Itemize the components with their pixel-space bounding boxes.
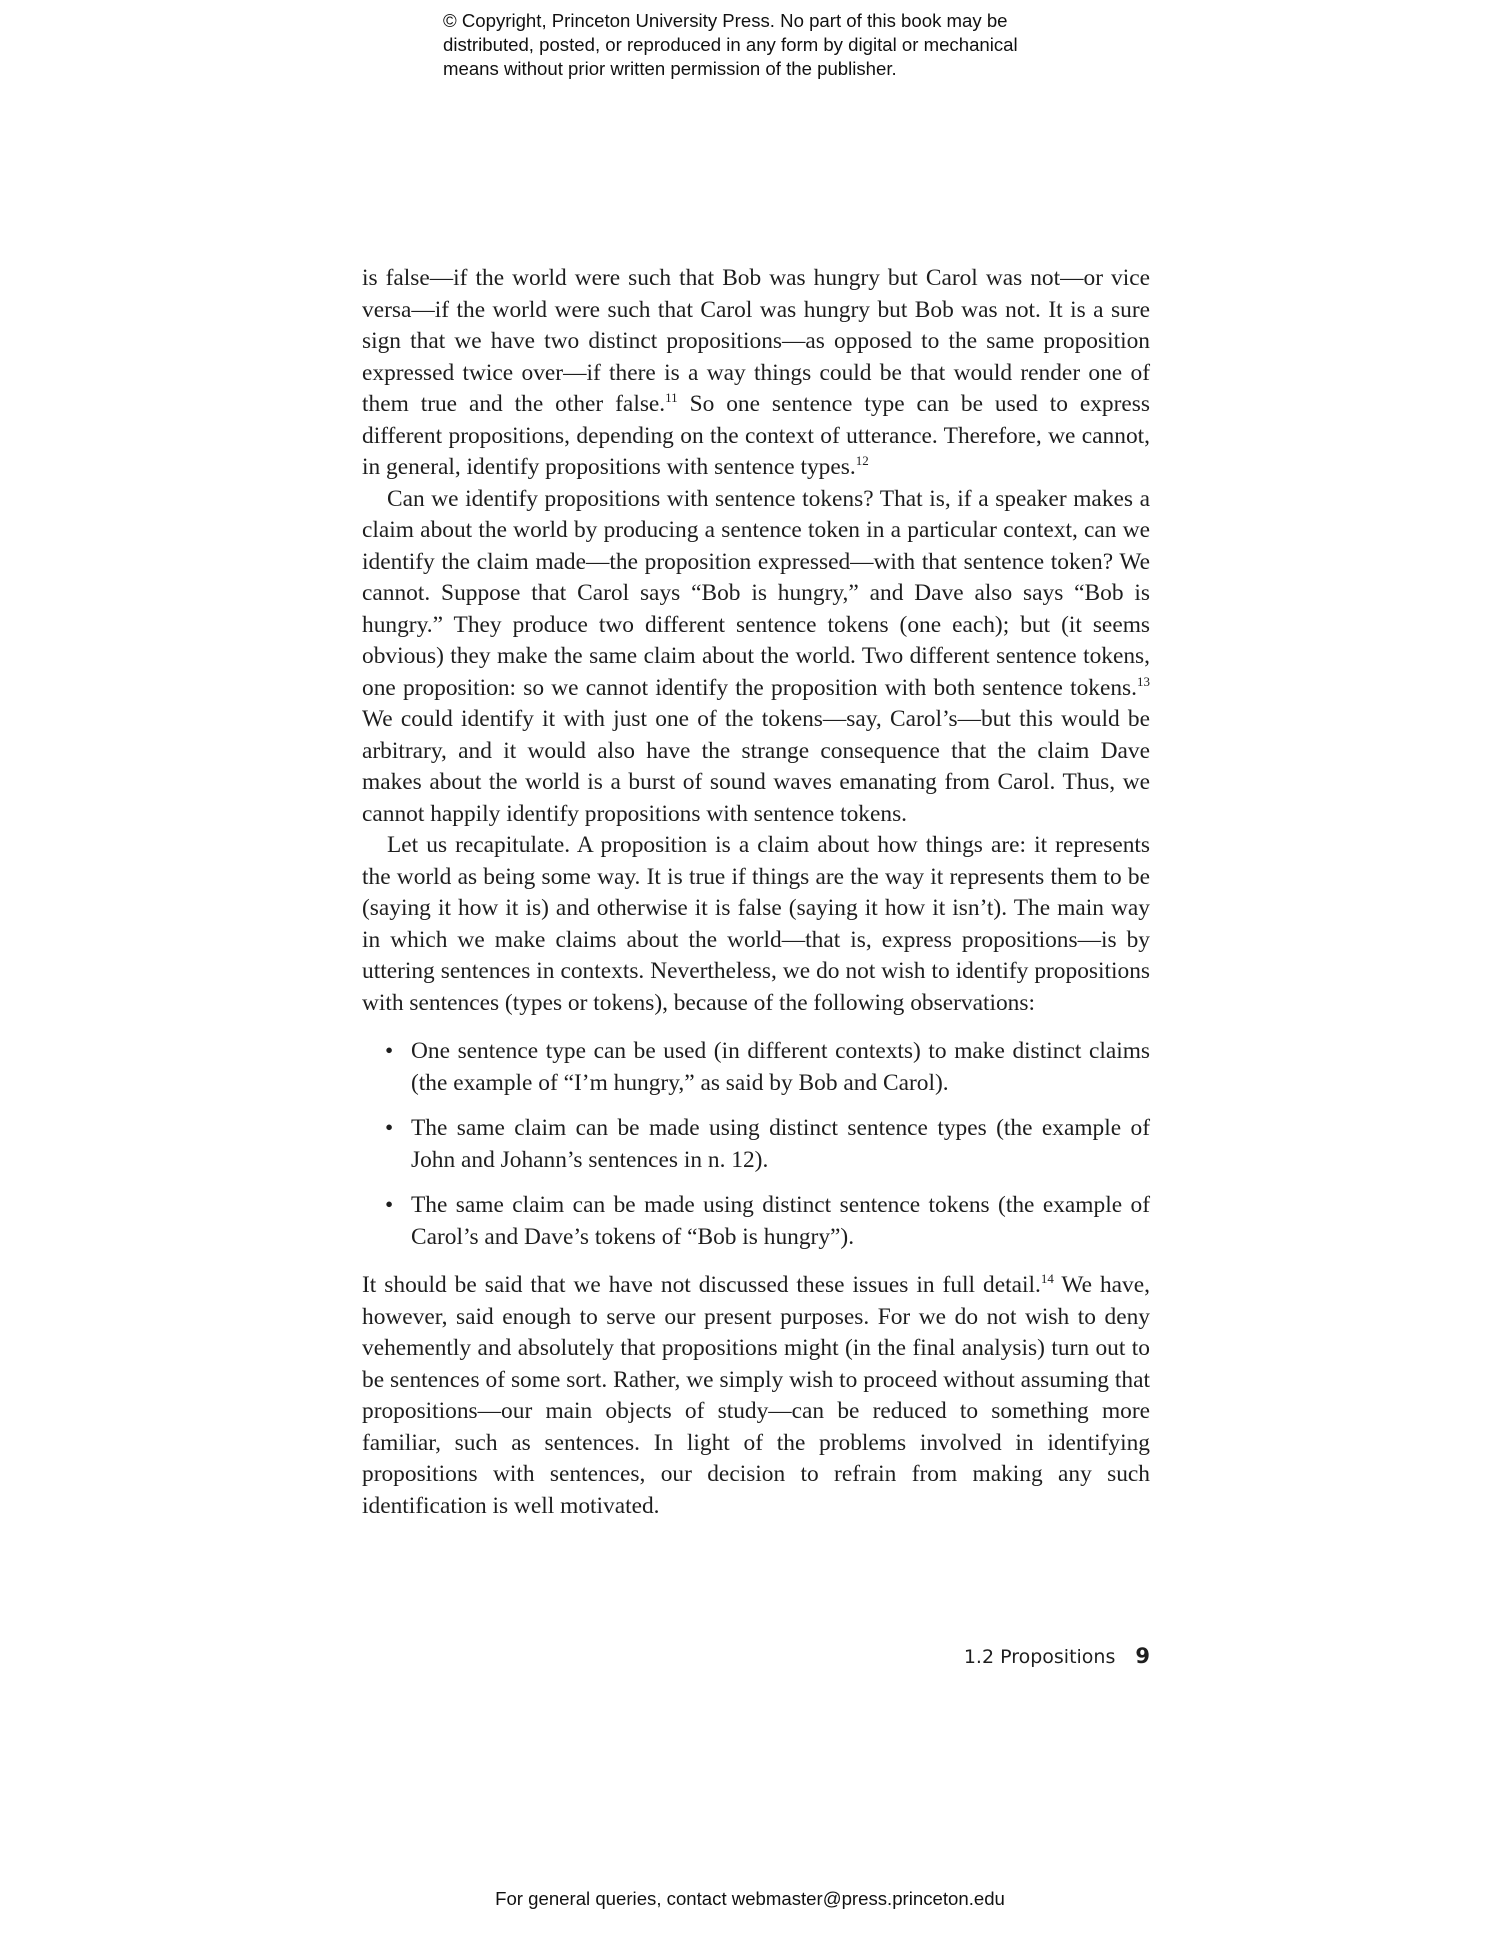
paragraph-text: We have, however, said enough to serve our present purposes. For we do not wish to deny vehemently and absolutely that propositions might (in the final analysis) turn out to be sentences of some sort. Rather, we simply wish to proceed without assuming that propositions—our main objects of study—can be reduced to something more familiar, such as sentences. In light of the problems involved in identifying propositions with sentences, our decision to refrain from making any such identification is well motivated. — [362, 1272, 1150, 1519]
running-footer — [880, 1643, 1150, 1670]
section-label: 1.2 Propositions — [963, 1646, 1116, 1668]
copyright-line: © Copyright, Princeton University Press. No part of this book may be — [443, 10, 1008, 31]
footnote-marker[interactable]: 13 — [1137, 673, 1150, 689]
paragraph-continuation — [362, 263, 1150, 484]
footnote-marker[interactable]: 12 — [855, 453, 869, 468]
paragraph-text: We could identify it with just one of the tokens—say, Carol’s—but this would be arbitrary, and it would also have the strange consequence that the claim Dave makes about the world is a burst of sound waves emanating from Carol. Thus, we cannot happily identify propositions with sentence tokens. — [362, 706, 1150, 827]
paragraph: Let us recapitulate. A proposition is a claim about how things are: it represents the world as being some way. It is true if things are the way it represents them to be (saying it how it is) and otherwise it is false (saying it how it isn’t). The main way in which we make claims about the world—that is, express propositions—is by uttering sentences in contexts. Nevertheless, we do not wish to identify propositions with sentences (types or tokens), because of the following observations: — [362, 832, 1150, 1016]
bullet-icon: • — [385, 1038, 394, 1064]
list-item — [385, 1190, 1150, 1253]
list-item-text: The same claim can be made using distinct sentence types (the example of John and Johann’s sentences in n. 12). — [411, 1115, 1150, 1173]
bullet-icon: • — [385, 1115, 394, 1141]
contact-line: For general queries, contact webmaster@press.princeton.edu — [495, 1888, 1005, 1909]
copyright-notice — [443, 9, 1083, 81]
observation-list — [362, 1036, 1150, 1253]
list-item-text: The same claim can be made using distinct sentence tokens (the example of Carol’s and Dave’s tokens of “Bob is hungry”). — [411, 1192, 1150, 1250]
paragraph-text: It should be said that we have not discussed these issues in full detail. — [362, 1272, 1041, 1298]
list-item — [385, 1036, 1150, 1099]
list-item — [385, 1113, 1150, 1176]
paragraph-text: is false—if the world were such that Bob was hungry but Carol was not—or vice versa—if the world were such that Carol was hungry but Bob was not. It is a sure sign that we have two distinct propositions—as opposed to the same proposition expressed twice over—if there is a way things could be that would render one of them true and the other false. — [362, 265, 1150, 417]
paragraph-text: So one sentence type can be used to express different propositions, depending on the context of utterance. Therefore, we cannot, in general, identify propositions with sentence types. — [362, 391, 1150, 480]
footnote-marker[interactable]: 11 — [665, 390, 678, 405]
page-body — [362, 263, 1150, 1522]
footnote-marker[interactable]: 14 — [1040, 1271, 1054, 1286]
bullet-icon: • — [385, 1192, 394, 1218]
paragraph — [362, 1270, 1150, 1522]
paragraph-text: Can we identify propositions with sentence tokens? That is, if a speaker makes a claim about the world by producing a sentence token in a particular context, can we identify the claim made—the proposition expressed—with that sentence token? We cannot. Suppose that Carol says “Bob is hungry,” and Dave also says “Bob is hungry.” They produce two different sentence tokens (one each); but (it seems obvious) they make the same claim about the world. Two different sentence tokens, one proposition: so we cannot identify the proposition with both sentence tokens. — [362, 485, 1150, 701]
list-item-text: One sentence type can be used (in different contexts) to make distinct claims (the example of “I’m hungry,” as said by Bob and Carol). — [411, 1038, 1150, 1096]
copyright-line: distributed, posted, or reproduced in any form by digital or mechanical — [443, 34, 1018, 55]
page-number: 9 — [1135, 1644, 1150, 1668]
copyright-line: means without prior written permission of the publisher. — [443, 58, 897, 79]
paragraph — [362, 484, 1150, 831]
